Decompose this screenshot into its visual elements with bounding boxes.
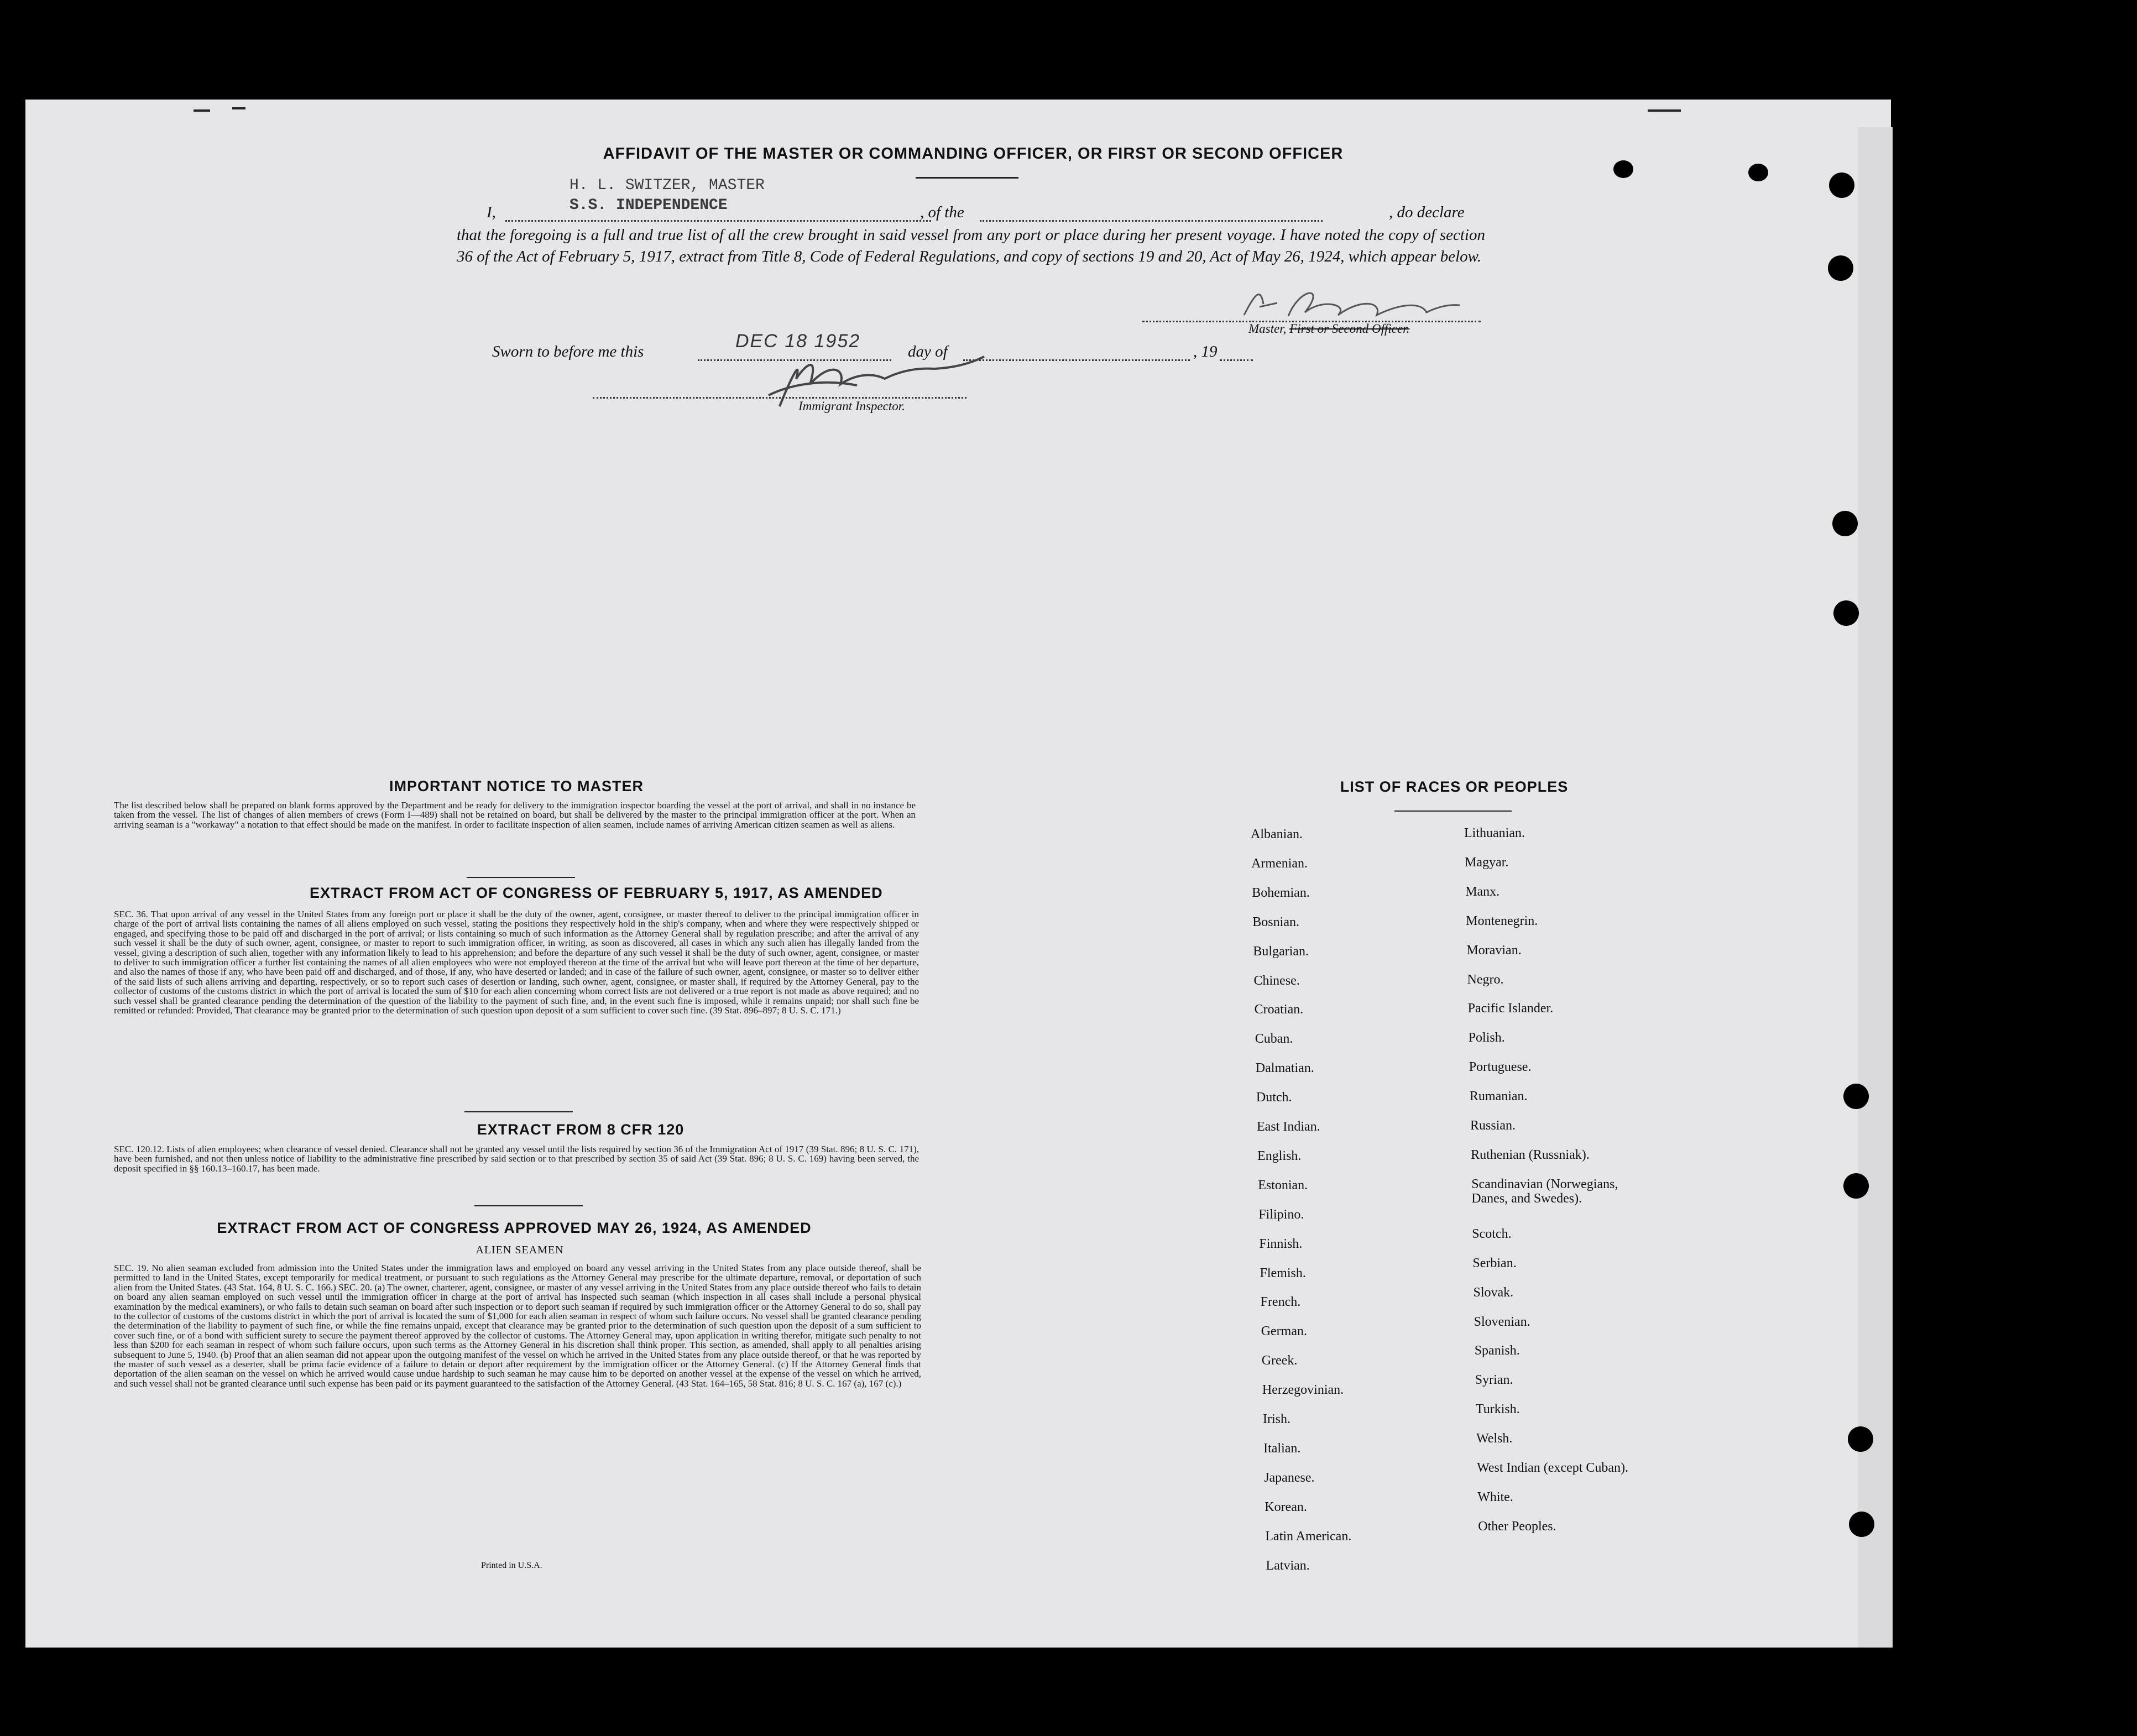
affidavit-body: that the foregoing is a full and true list of all the crew brought in said vessel from any port or place during her present voyage. I have noted the copy of section 36 of the Act of February 5, 1917, extract from Title 8, Code of Federal Regulations, and copy of sections 19 and 20, Act of May 26, 1924, which appear below. xyxy=(457,226,1485,265)
section-rule xyxy=(474,1205,583,1206)
race-item: Turkish. xyxy=(1475,1402,1520,1417)
race-item: Scotch. xyxy=(1472,1226,1512,1241)
name-blank xyxy=(505,220,931,222)
race-item: Pacific Islander. xyxy=(1467,1001,1554,1016)
typed-vessel-name: S.S. INDEPENDENCE xyxy=(569,197,728,214)
printed-in-usa: Printed in U.S.A. xyxy=(481,1561,542,1570)
punch-hole xyxy=(1843,1173,1869,1199)
section-rule xyxy=(467,877,575,878)
race-item: Estonian. xyxy=(1258,1178,1308,1193)
race-item: Latvian. xyxy=(1266,1558,1310,1573)
race-item: Slovak. xyxy=(1473,1285,1514,1300)
punch-hole xyxy=(1849,1512,1874,1537)
race-item: Welsh. xyxy=(1476,1431,1513,1446)
race-item: Magyar. xyxy=(1465,855,1509,870)
race-item: Russian. xyxy=(1470,1118,1516,1133)
race-item: Italian. xyxy=(1263,1441,1301,1456)
race-item: Rumanian. xyxy=(1469,1089,1528,1104)
race-item: Finnish. xyxy=(1259,1236,1303,1251)
declaration-i: I, xyxy=(487,203,496,221)
race-item: Spanish. xyxy=(1474,1343,1520,1358)
race-item: Armenian. xyxy=(1251,856,1308,871)
punch-hole xyxy=(1832,511,1858,536)
punch-hole xyxy=(1848,1426,1873,1452)
declaration-declare: , do declare xyxy=(1389,203,1465,221)
sworn-year-blank xyxy=(1220,359,1253,361)
alien-seamen-heading: ALIEN SEAMEN xyxy=(476,1244,564,1256)
affidavit-declaration-line xyxy=(487,203,1482,226)
race-item: Korean. xyxy=(1265,1499,1307,1514)
race-item: Irish. xyxy=(1263,1412,1290,1426)
vessel-blank xyxy=(980,220,1323,222)
race-item: Latin American. xyxy=(1265,1529,1352,1544)
master-word: Master, xyxy=(1248,322,1287,336)
first-second-officer-struck: First or Second Officer. xyxy=(1289,322,1410,336)
title-rule xyxy=(916,177,1018,179)
extract-1924-body: SEC. 19. No alien seaman excluded from admission into the United States under the immigration laws and employed on board any vessel arriving in the United States from any place outside thereof, shall be permitted to land in the United States, except temporarily for medical treatment, or pursuant to such regulations as the Attorney General may prescribe for the ultimate departure, removal, or deportation of such alien from the United States. (43 Stat. 164, 8 U. S. C. 166.) SEC. 20. (a) The owner, charterer, agent, consignee, or master of any vessel arriving in the United States from any place outside thereof who fails to detain on board any alien seaman employed on such vessel until the immigration officer in charge at the port of arrival has inspected such seaman (which inspection in all cases shall include a personal physical examination by the medical examiners), or who fails to detain such seaman on board after such inspection or to deport such seaman if required by such immigration officer or the Attorney General to do so, shall pay to the collector of customs of the customs district in which the port of arrival is located the sum of $1,000 for each alien seaman in respect of whom such failure occurs. No vessel shall be granted clearance pending the determination of the liability to payment of such fine, or while the fine remains unpaid, except that clearance may be granted prior to the determination of such question upon the deposit of a sum sufficient to cover such fine, or of a bond with sufficient surety to secure the payment thereof approved by the collector of customs. The Attorney General may, upon application in writing therefor, mitigate such penalty to not less than $200 for each seaman in respect of whom such failure occurs, upon such terms as the Attorney General in his discretion shall think proper. This section, as amended, shall apply to all penalties arising subsequent to June 5, 1940. (b) Proof that an alien seaman did not appear upon the outgoing manifest of the vessel on which he arrived in the United States from any place outside thereof, or that he was reported by the master of such vessel as a deserter, shall be prima facie evidence of a failure to detain or deport after requirement by the immigration officer or the Attorney General. (c) If the Attorney General finds that deportation of the alien seaman on the vessel on which he arrived would cause undue hardship to such seaman he may cause him to be deported on another vessel at the expense of the vessel on which he arrived, and such vessel shall not be granted clearance until such expense has been paid or its payment guaranteed to the satisfaction of the Attorney General. (43 Stat. 164–165, 58 Stat. 816; 8 U. S. C. 167 (a), 167 (c).) xyxy=(114,1263,921,1389)
scan-mark xyxy=(232,107,245,109)
race-item: Bulgarian. xyxy=(1253,944,1309,959)
punch-hole xyxy=(1843,1084,1869,1109)
race-item: West Indian (except Cuban). xyxy=(1477,1461,1629,1475)
race-item: Cuban. xyxy=(1255,1032,1293,1047)
declaration-of-the: , of the xyxy=(920,203,964,221)
race-item: Negro. xyxy=(1467,972,1504,987)
punch-hole xyxy=(1828,255,1853,281)
race-item: Dalmatian. xyxy=(1255,1061,1314,1076)
punch-hole xyxy=(1748,164,1768,181)
race-item: Scandinavian (Norwegians, Danes, and Swedes). xyxy=(1471,1176,1618,1206)
race-item: Other Peoples. xyxy=(1478,1519,1556,1534)
inspector-signature-line xyxy=(593,397,966,399)
race-item: Lithuanian. xyxy=(1464,826,1525,840)
extract-1924-title: EXTRACT FROM ACT OF CONGRESS APPROVED MAY 26, 1924, AS AMENDED xyxy=(217,1220,812,1236)
sworn-month-blank xyxy=(963,359,1190,361)
notice-body: The list described below shall be prepared on blank forms approved by the Department and be ready for delivery to the immigration inspector boarding the vessel at the port of arrival, and shall in no instance be taken from the vessel. The list of changes of alien members of crews (Form I—489) shall not be retained on board, but shall be delivered by the master to the principal immigration officer at the port. When an arriving seaman is a "workaway" a notation to that effect should be made on the manifest. In order to facilitate inspection of alien seamen, include names of arriving American citizen seamen as well as aliens. xyxy=(114,800,916,830)
race-item: Japanese. xyxy=(1264,1470,1315,1485)
punch-hole xyxy=(1613,160,1633,178)
race-item: Montenegrin. xyxy=(1466,913,1538,928)
extract-1917-title: EXTRACT FROM ACT OF CONGRESS OF FEBRUARY 5, 1917, AS AMENDED xyxy=(310,885,883,901)
sheet-edge xyxy=(1858,127,1893,1648)
cfr-body: SEC. 120.12. Lists of alien employees; when clearance of vessel denied. Clearance shall not be granted any vessel until the lists required by section 36 of the Immigration Act of 1917 (39 Stat. 896; 8 U. S. C. 171), have been furnished, and not then unless notice of liability to the administrative fine prescribed by said section or to that prescribed by section 35 of said Act (39 Stat. 896; 8 U. S. C. 169) having been served, the deposit specified in §§ 160.13–160.17, has been made. xyxy=(114,1144,919,1174)
race-item: Portuguese. xyxy=(1469,1060,1532,1075)
race-item: German. xyxy=(1261,1324,1307,1339)
race-item: East Indian. xyxy=(1257,1120,1320,1134)
race-item: Herzegovinian. xyxy=(1262,1383,1344,1398)
race-item: Bohemian. xyxy=(1252,885,1310,900)
cfr-title: EXTRACT FROM 8 CFR 120 xyxy=(477,1121,685,1138)
race-item: English. xyxy=(1257,1148,1302,1163)
race-item: White. xyxy=(1477,1489,1513,1504)
scan-mark xyxy=(194,109,210,112)
inspector-label: Immigrant Inspector. xyxy=(798,399,905,413)
race-item: Slovenian. xyxy=(1474,1314,1530,1329)
race-item: Syrian. xyxy=(1475,1373,1513,1388)
race-item: Dutch. xyxy=(1256,1090,1292,1105)
scan-mark xyxy=(1648,109,1681,112)
race-item: Serbian. xyxy=(1472,1256,1517,1270)
form-sheet xyxy=(25,100,1891,1648)
races-rule xyxy=(1394,811,1512,812)
race-item: Bosnian. xyxy=(1252,914,1299,929)
race-item: Filipino. xyxy=(1258,1207,1304,1222)
race-item: Flemish. xyxy=(1260,1266,1306,1280)
extract-1917-body: SEC. 36. That upon arrival of any vessel in the United States from any foreign port or place it shall be the duty of the owner, agent, consignee, or master thereof to deliver to the principal immigration officer in charge of the port of arrival lists containing the names of all aliens employed on such vessel, stating the positions they respectively hold in the ship's company, when and where they were respectively shipped or engaged, and specifying those to be paid off and discharged in the port of arrival; or lists containing so much of such information as the Attorney General shall by regulation prescribe; and after the arrival of any such vessel it shall be the duty of such owner, agent, consignee, or master to report to such immigration officer, in writing, as soon as discovered, all cases in which any such alien has illegally landed from the vessel, giving a description of such alien, together with any information likely to lead to his apprehension; and before the departure of any such vessel it shall be the duty of such owner, agent, consignee, or master to deliver to such immigration officer a further list containing the names of all alien employees who were not employed thereon at the time of the arrival but who will leave port thereon at the time of her departure, and also the names of those if any, who have been paid off and discharged, and of those, if any, who have deserted or landed; and in case of the failure of such owner, agent, consignee, or master so to deliver either of the said lists of such aliens arriving and departing, respectively, or so to report such cases of desertion or landing, such owner, agent, consignee, or master shall, if required by the Attorney General, pay to the collector of customs of the customs district in which the port of arrival is located the sum of $10 for each alien concerning whom correct lists are not delivered or a true report is not made as above required; and no such vessel shall be granted clearance pending the determination of the question of the liability to the payment of such fine, and, in the event such fine is imposed, while it remains unpaid; nor shall such fine be remitted or refunded: Provided, That clearance may be granted prior to the determination of such question upon deposit of a sum sufficient to cover such fine. (39 Stat. 896–897; 8 U. S. C. 171.) xyxy=(114,909,919,1016)
races-list-title: LIST OF RACES OR PEOPLES xyxy=(1340,778,1569,795)
notice-title: IMPORTANT NOTICE TO MASTER xyxy=(389,778,644,794)
punch-hole xyxy=(1829,172,1854,198)
race-item: Manx. xyxy=(1465,884,1500,899)
sworn-year: , 19 xyxy=(1193,343,1218,360)
race-item: Greek. xyxy=(1261,1353,1298,1368)
master-signature-label xyxy=(1248,322,1409,336)
race-item: Albanian. xyxy=(1251,827,1303,841)
section-rule xyxy=(464,1111,573,1112)
race-item: Ruthenian (Russniak). xyxy=(1471,1147,1590,1162)
affidavit-title: AFFIDAVIT OF THE MASTER OR COMMANDING OFFICER, OR FIRST OR SECOND OFFICER xyxy=(603,145,1344,163)
sworn-prefix: Sworn to before me this xyxy=(492,343,644,360)
race-item: Polish. xyxy=(1468,1031,1505,1045)
master-signature xyxy=(1239,282,1471,326)
sworn-date-stamp: DEC 18 1952 xyxy=(735,331,861,352)
punch-hole xyxy=(1833,600,1859,626)
race-item: Chinese. xyxy=(1253,973,1300,988)
typed-master-name: H. L. SWITZER, MASTER xyxy=(569,177,765,194)
race-item: Croatian. xyxy=(1254,1002,1304,1017)
race-item: French. xyxy=(1260,1295,1301,1310)
sworn-day-of: day of xyxy=(908,343,948,360)
race-item: Moravian. xyxy=(1466,943,1522,958)
